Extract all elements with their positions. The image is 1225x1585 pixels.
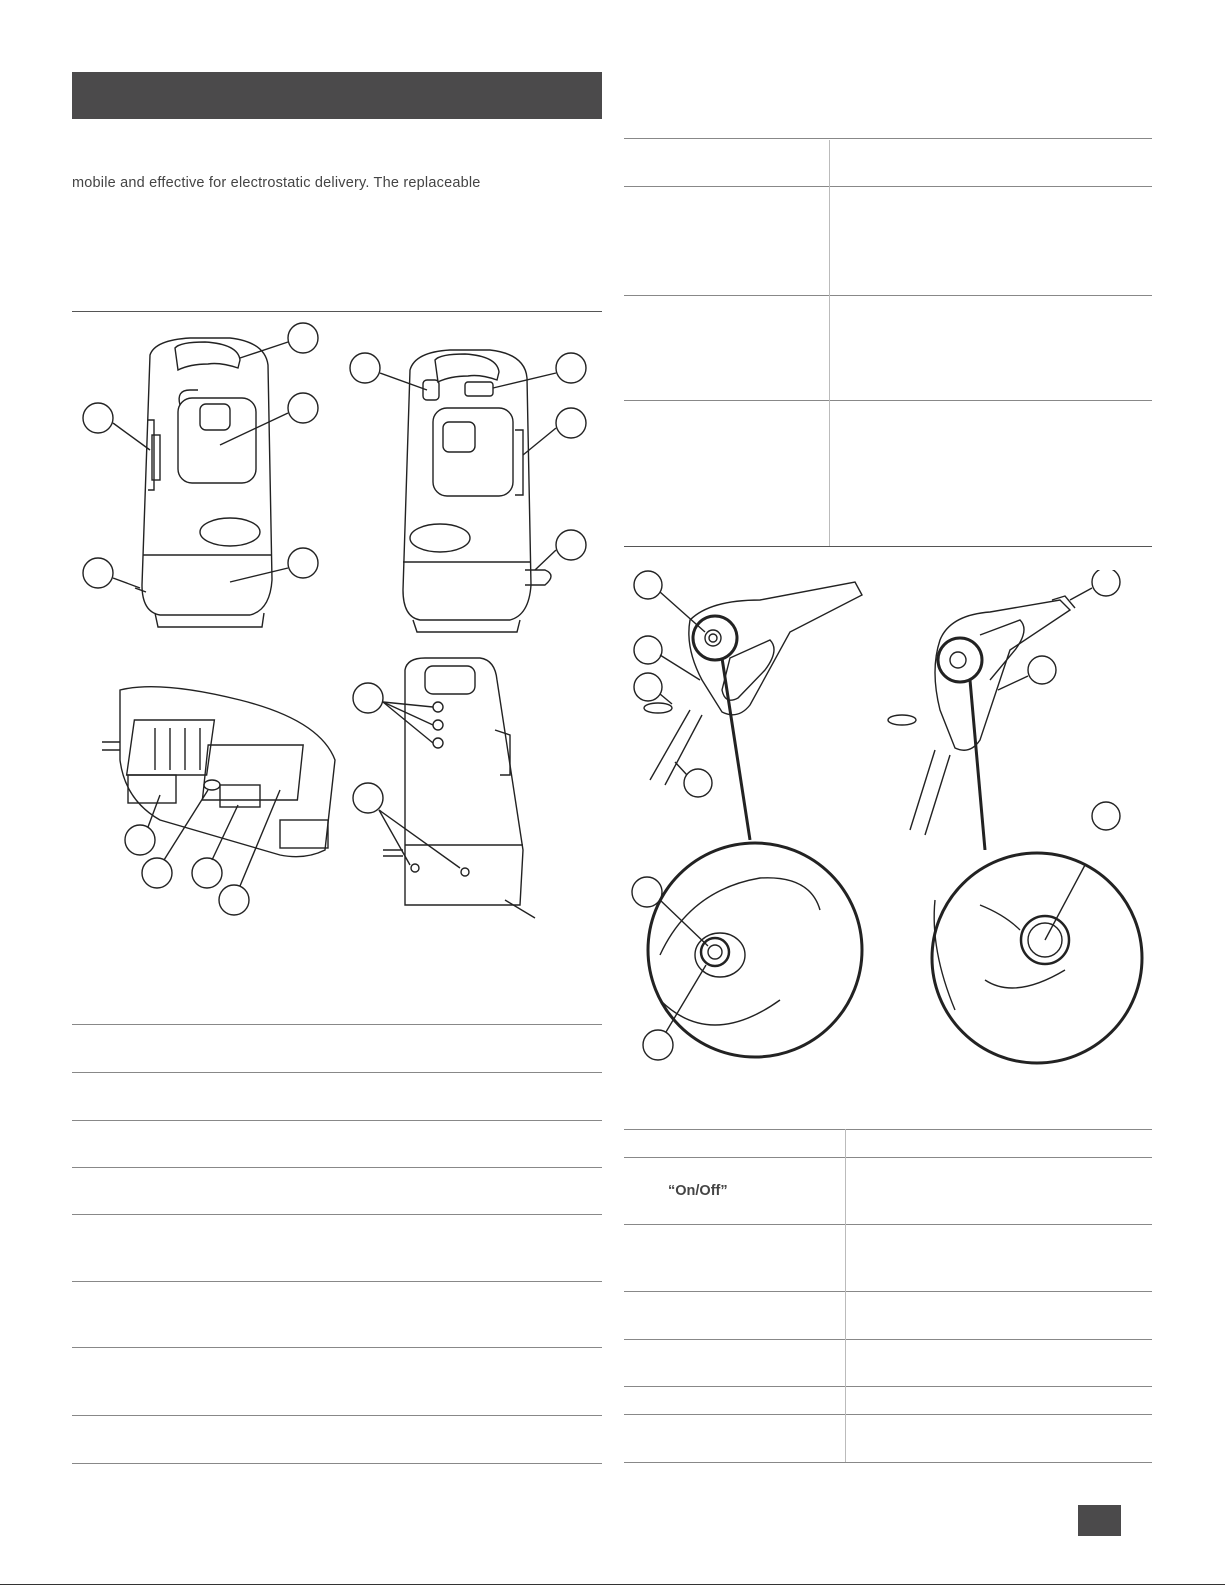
- power-switch: [220, 785, 260, 807]
- callout-circle: [353, 683, 383, 713]
- gun-body: [935, 600, 1070, 750]
- hose-port: [525, 570, 551, 585]
- table-row-divider: [72, 1415, 602, 1416]
- page-number-tab: [1078, 1505, 1121, 1536]
- table-row-divider: [72, 1281, 602, 1282]
- table-row-divider: [624, 138, 1152, 139]
- on-off-button: [701, 938, 729, 966]
- ring-loop: [888, 715, 916, 725]
- side-handle: [515, 430, 523, 495]
- callout-circle: [634, 636, 662, 664]
- trigger: [980, 620, 1024, 680]
- backpack-rear-view: [345, 330, 600, 645]
- backpack-body: [403, 350, 531, 620]
- backpack-front-view: [80, 320, 335, 640]
- callout-circle: [350, 353, 380, 383]
- table-row-divider: [72, 1072, 602, 1073]
- callout-circle: [643, 1030, 673, 1060]
- label-plate: [202, 745, 303, 800]
- detail-pointer: [970, 680, 985, 850]
- table-row-divider: [624, 1462, 1152, 1463]
- table-row-divider: [72, 1024, 602, 1025]
- table-row-divider: [72, 1347, 602, 1348]
- button-ring: [705, 630, 721, 646]
- carry-handle: [175, 342, 240, 370]
- button-ring: [950, 652, 966, 668]
- backpack-bottom-view: [100, 680, 340, 920]
- table-row-divider: [624, 1386, 1152, 1387]
- detail-circle: [648, 843, 862, 1057]
- table-row-divider: [624, 400, 1152, 401]
- callout-circle: [634, 673, 662, 701]
- table-row-divider: [624, 1157, 1152, 1158]
- rear-label-window: [410, 524, 470, 552]
- callout-circle: [192, 858, 222, 888]
- table-column-divider: [845, 1129, 846, 1462]
- callout-circle: [556, 530, 586, 560]
- section-header-bar: [72, 72, 602, 119]
- trigger: [722, 640, 774, 700]
- hose: [925, 755, 950, 835]
- carry-handle: [435, 354, 499, 382]
- callout-circle: [556, 353, 586, 383]
- tank-window: [433, 408, 513, 496]
- callout-circle: [142, 858, 172, 888]
- intro-text: mobile and effective for electrostatic delivery. The replaceable: [72, 175, 481, 191]
- callout-circle: [83, 403, 113, 433]
- on-off-label: “On/Off”: [668, 1183, 728, 1199]
- callout-circle: [1092, 570, 1120, 596]
- spray-gun-right-view: [880, 570, 1140, 850]
- table-row-divider: [624, 295, 1152, 296]
- tank-window: [178, 398, 256, 483]
- table-row-divider: [624, 1291, 1152, 1292]
- ring-loop: [644, 703, 672, 713]
- mount-screw: [433, 702, 443, 712]
- hose: [665, 715, 702, 785]
- table-row-divider: [624, 1224, 1152, 1225]
- table-row-divider: [72, 1120, 602, 1121]
- detail-pointer: [722, 658, 750, 840]
- callout-circle: [125, 825, 155, 855]
- table-row-divider: [72, 1167, 602, 1168]
- backpack-back-panel-view: [345, 650, 545, 935]
- table-row-divider: [624, 1339, 1152, 1340]
- table-row-divider: [72, 1214, 602, 1215]
- mount-screw: [433, 720, 443, 730]
- callout-circle: [288, 323, 318, 353]
- table-row-divider: [624, 186, 1152, 187]
- gun-button-detail-left: [630, 840, 870, 1070]
- callout-circle: [83, 558, 113, 588]
- detail-highlight: [693, 616, 737, 660]
- callout-circle: [219, 885, 249, 915]
- spray-gun-left-view: [630, 570, 880, 840]
- callout-circle: [1092, 802, 1120, 830]
- callout-circle: [684, 769, 712, 797]
- charge-port: [204, 780, 220, 790]
- callout-circle: [353, 783, 383, 813]
- callout-circle: [634, 571, 662, 599]
- front-label-window: [200, 518, 260, 546]
- table-column-divider: [829, 140, 830, 546]
- section-divider: [72, 311, 602, 312]
- section-divider: [624, 546, 1152, 547]
- carry-handle: [425, 666, 475, 694]
- callout-circle: [1028, 656, 1056, 684]
- callout-circle: [288, 548, 318, 578]
- gun-body: [689, 582, 862, 715]
- mount-screw: [433, 738, 443, 748]
- table-row-divider: [72, 1463, 602, 1464]
- callout-circle: [288, 393, 318, 423]
- foot-pad: [280, 820, 328, 848]
- gun-button-detail-right: [925, 850, 1150, 1070]
- table-row-divider: [624, 1129, 1152, 1130]
- callout-circle: [632, 877, 662, 907]
- callout-circle: [556, 408, 586, 438]
- backpack-body: [142, 338, 272, 615]
- detail-highlight: [938, 638, 982, 682]
- table-row-divider: [624, 1414, 1152, 1415]
- detail-circle: [932, 853, 1142, 1063]
